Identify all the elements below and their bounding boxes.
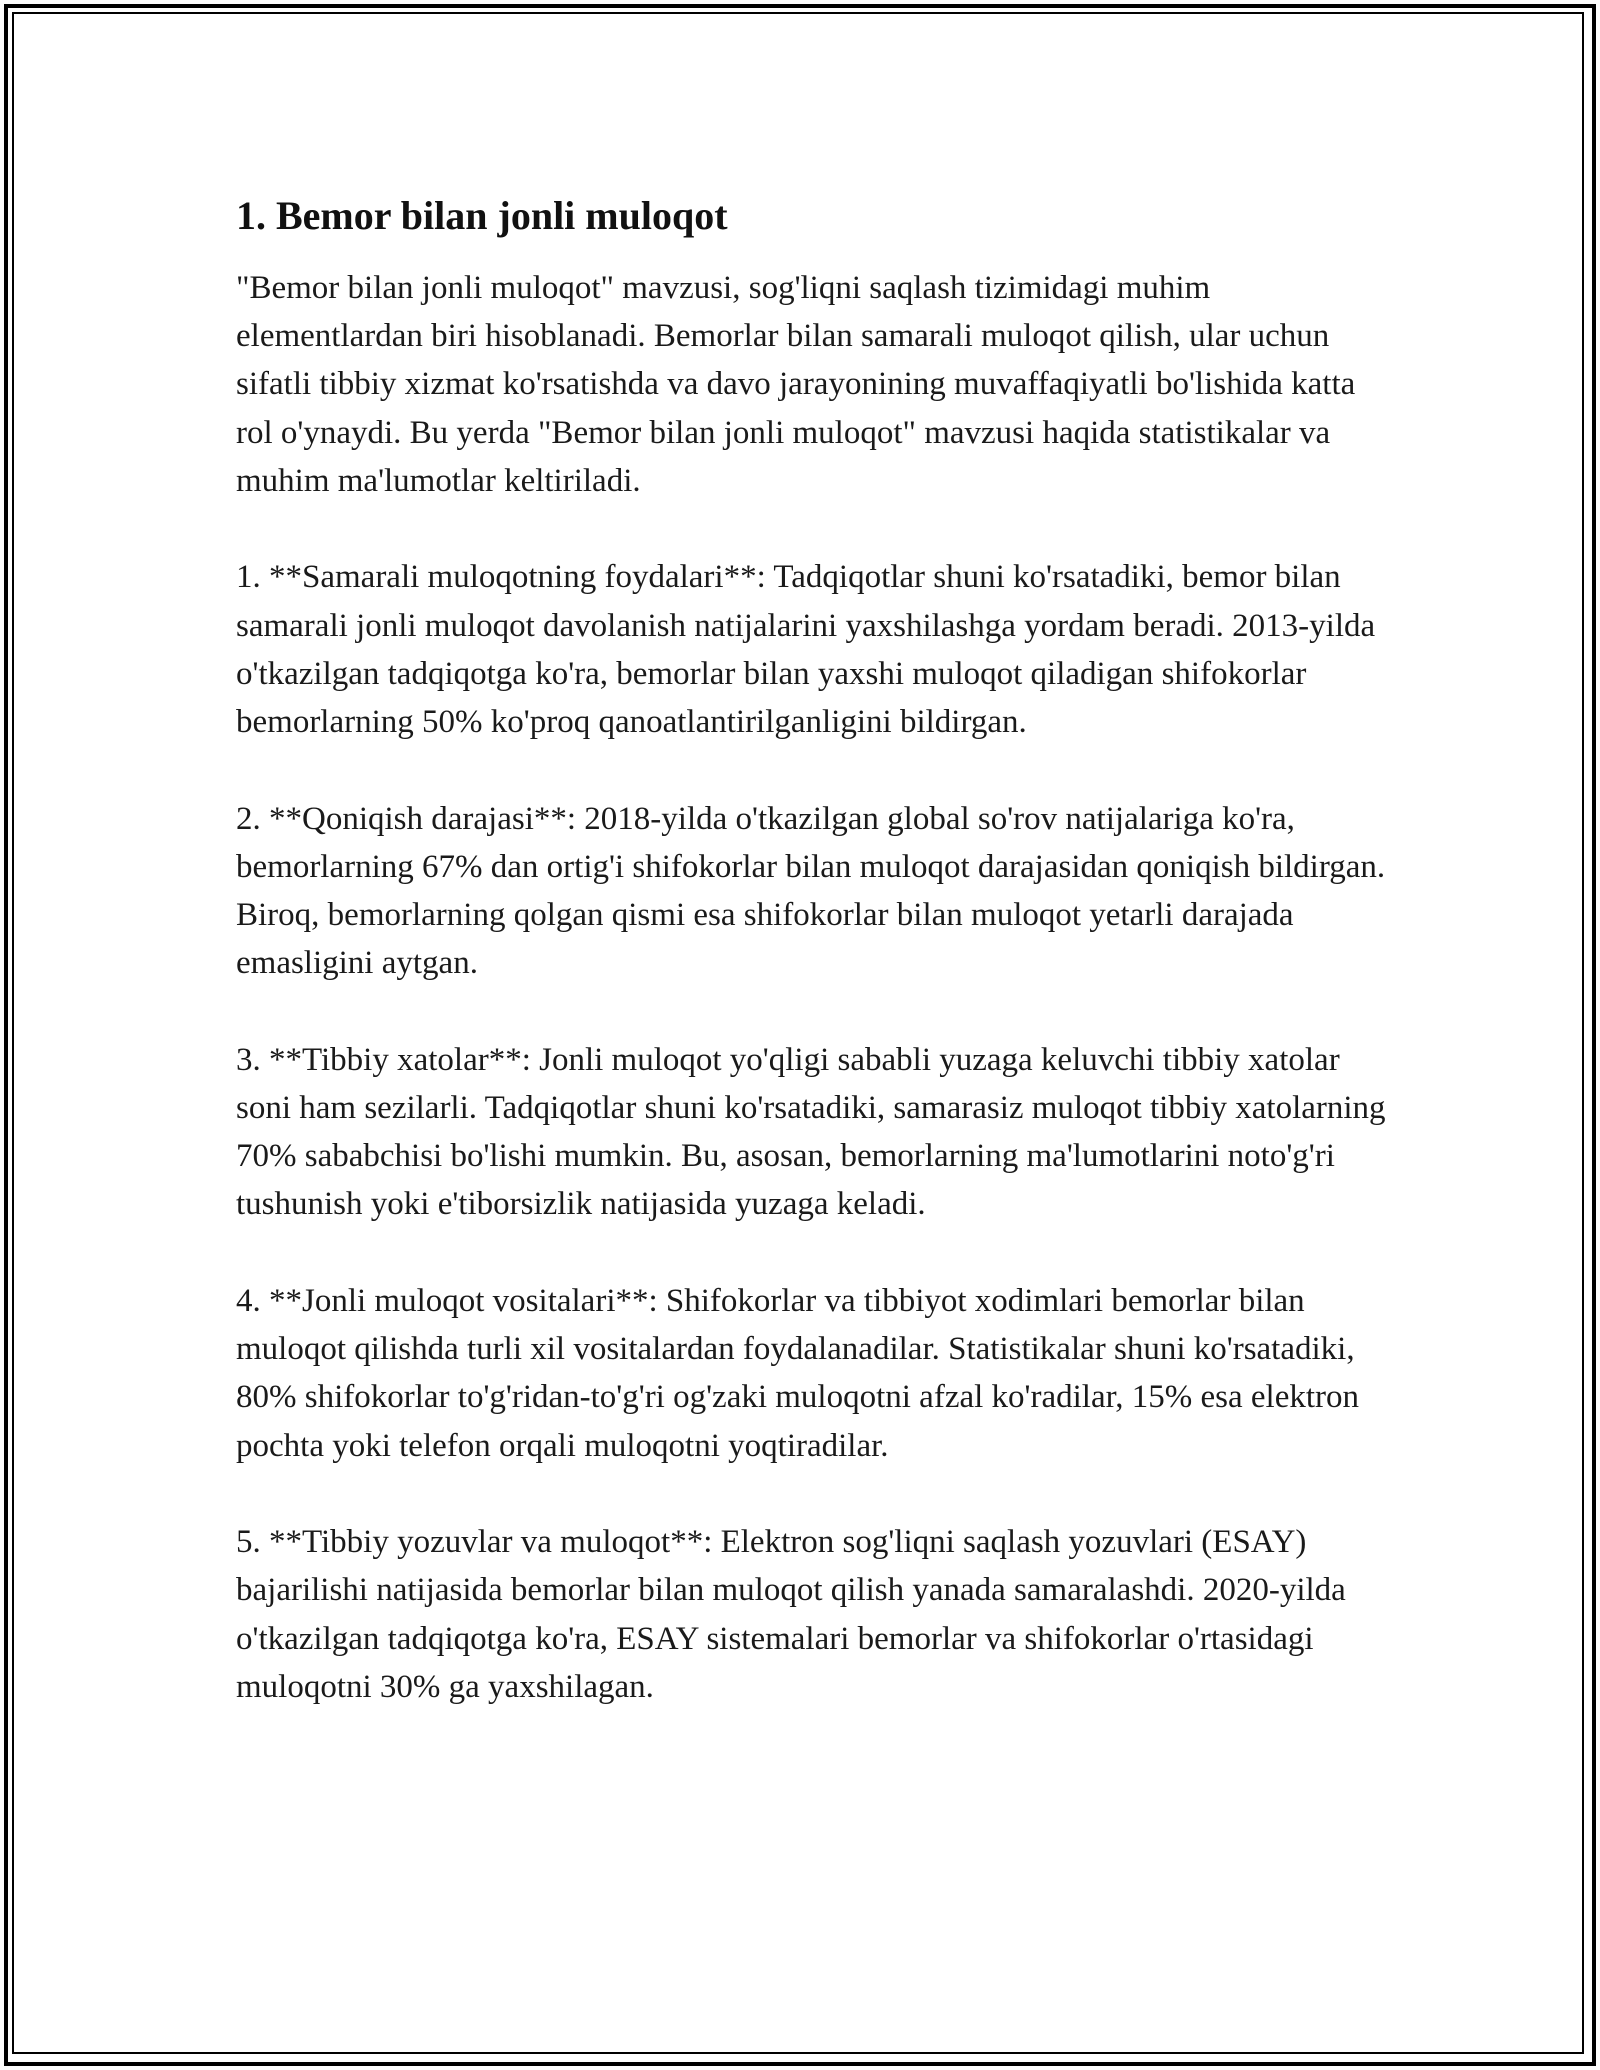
paragraph-communication-tools: 4. **Jonli muloqot vositalari**: Shifokorlar va tibbiyot xodimlari bemorlar bilan muloqot qilishda turli xil vositalardan foydalanadilar. Statistikalar shuni ko'rsatadiki, 80% shifokorlar to'g'ridan-to'g'ri og'zaki muloqotni afzal ko'radilar, 15% esa elektron pochta yoki telefon orqali muloqotni yoqtiradilar. (236, 1283, 1360, 1464)
paragraph-benefits: 1. **Samarali muloqotning foydalari**: Tadqiqotlar shuni ko'rsatadiki, bemor bilan samarali jonli muloqot davolanish natijalarini yaxshilashga yordam beradi. 2013-yilda o'tkazilgan tadqiqotga ko'ra, bemorlar bilan yaxshi muloqot qiladigan shifokorlar bemorlarning 50% ko'proq qanoatlantirilganligini bildirgan. (236, 559, 1376, 741)
document-title: 1. Bemor bilan jonli muloqot (236, 193, 728, 238)
paragraph-satisfaction: 2. **Qoniqish darajasi**: 2018-yilda o'tkazilgan global so'rov natijalariga ko'ra, bemorlarning 67% dan ortig'i shifokorlar bilan muloqot darajasidan qoniqish bildirgan. Biroq, bemorlarning qolgan qismi esa shifokorlar bilan muloqot yetarli darajada emasligini aytgan. (236, 800, 1386, 982)
paragraph-medical-records: 5. **Tibbiy yozuvlar va muloqot**: Elektron sog'liqni saqlash yozuvlari (ESAY) bajarilishi natijasida bemorlar bilan muloqot qilish yanada samaralashdi. 2020-yilda o'tkazilgan tadqiqotga ko'ra, ESAY sistemalari bemorlar va shifokorlar o'rtasidagi muloqotni 30% ga yaxshilagan. (236, 1524, 1346, 1705)
document-body (236, 188, 1386, 1759)
paragraph-medical-errors: 3. **Tibbiy xatolar**: Jonli muloqot yo'qligi sababli yuzaga keluvchi tibbiy xatolar soni ham sezilarli. Tadqiqotlar shuni ko'rsatadiki, samarasiz muloqot tibbiy xatolarning 70% sababchisi bo'lishi mumkin. Bu, asosan, bemorlarning ma'lumotlarini noto'g'ri tushunish yoki e'tiborsizlik natijasida yuzaga keladi. (236, 1041, 1386, 1223)
intro-paragraph: "Bemor bilan jonli muloqot" mavzusi, sog'liqni saqlash tizimidagi muhim elementlardan biri hisoblanadi. Bemorlar bilan samarali muloqot qilish, ular uchun sifatli tibbiy xizmat ko'rsatishda va davo jarayonining muvaffaqiyatli bo'lishida katta rol o'ynaydi. Bu yerda "Bemor bilan jonli muloqot" mavzusi haqida statistikalar va muhim ma'lumotlar keltiriladi. (236, 270, 1356, 499)
